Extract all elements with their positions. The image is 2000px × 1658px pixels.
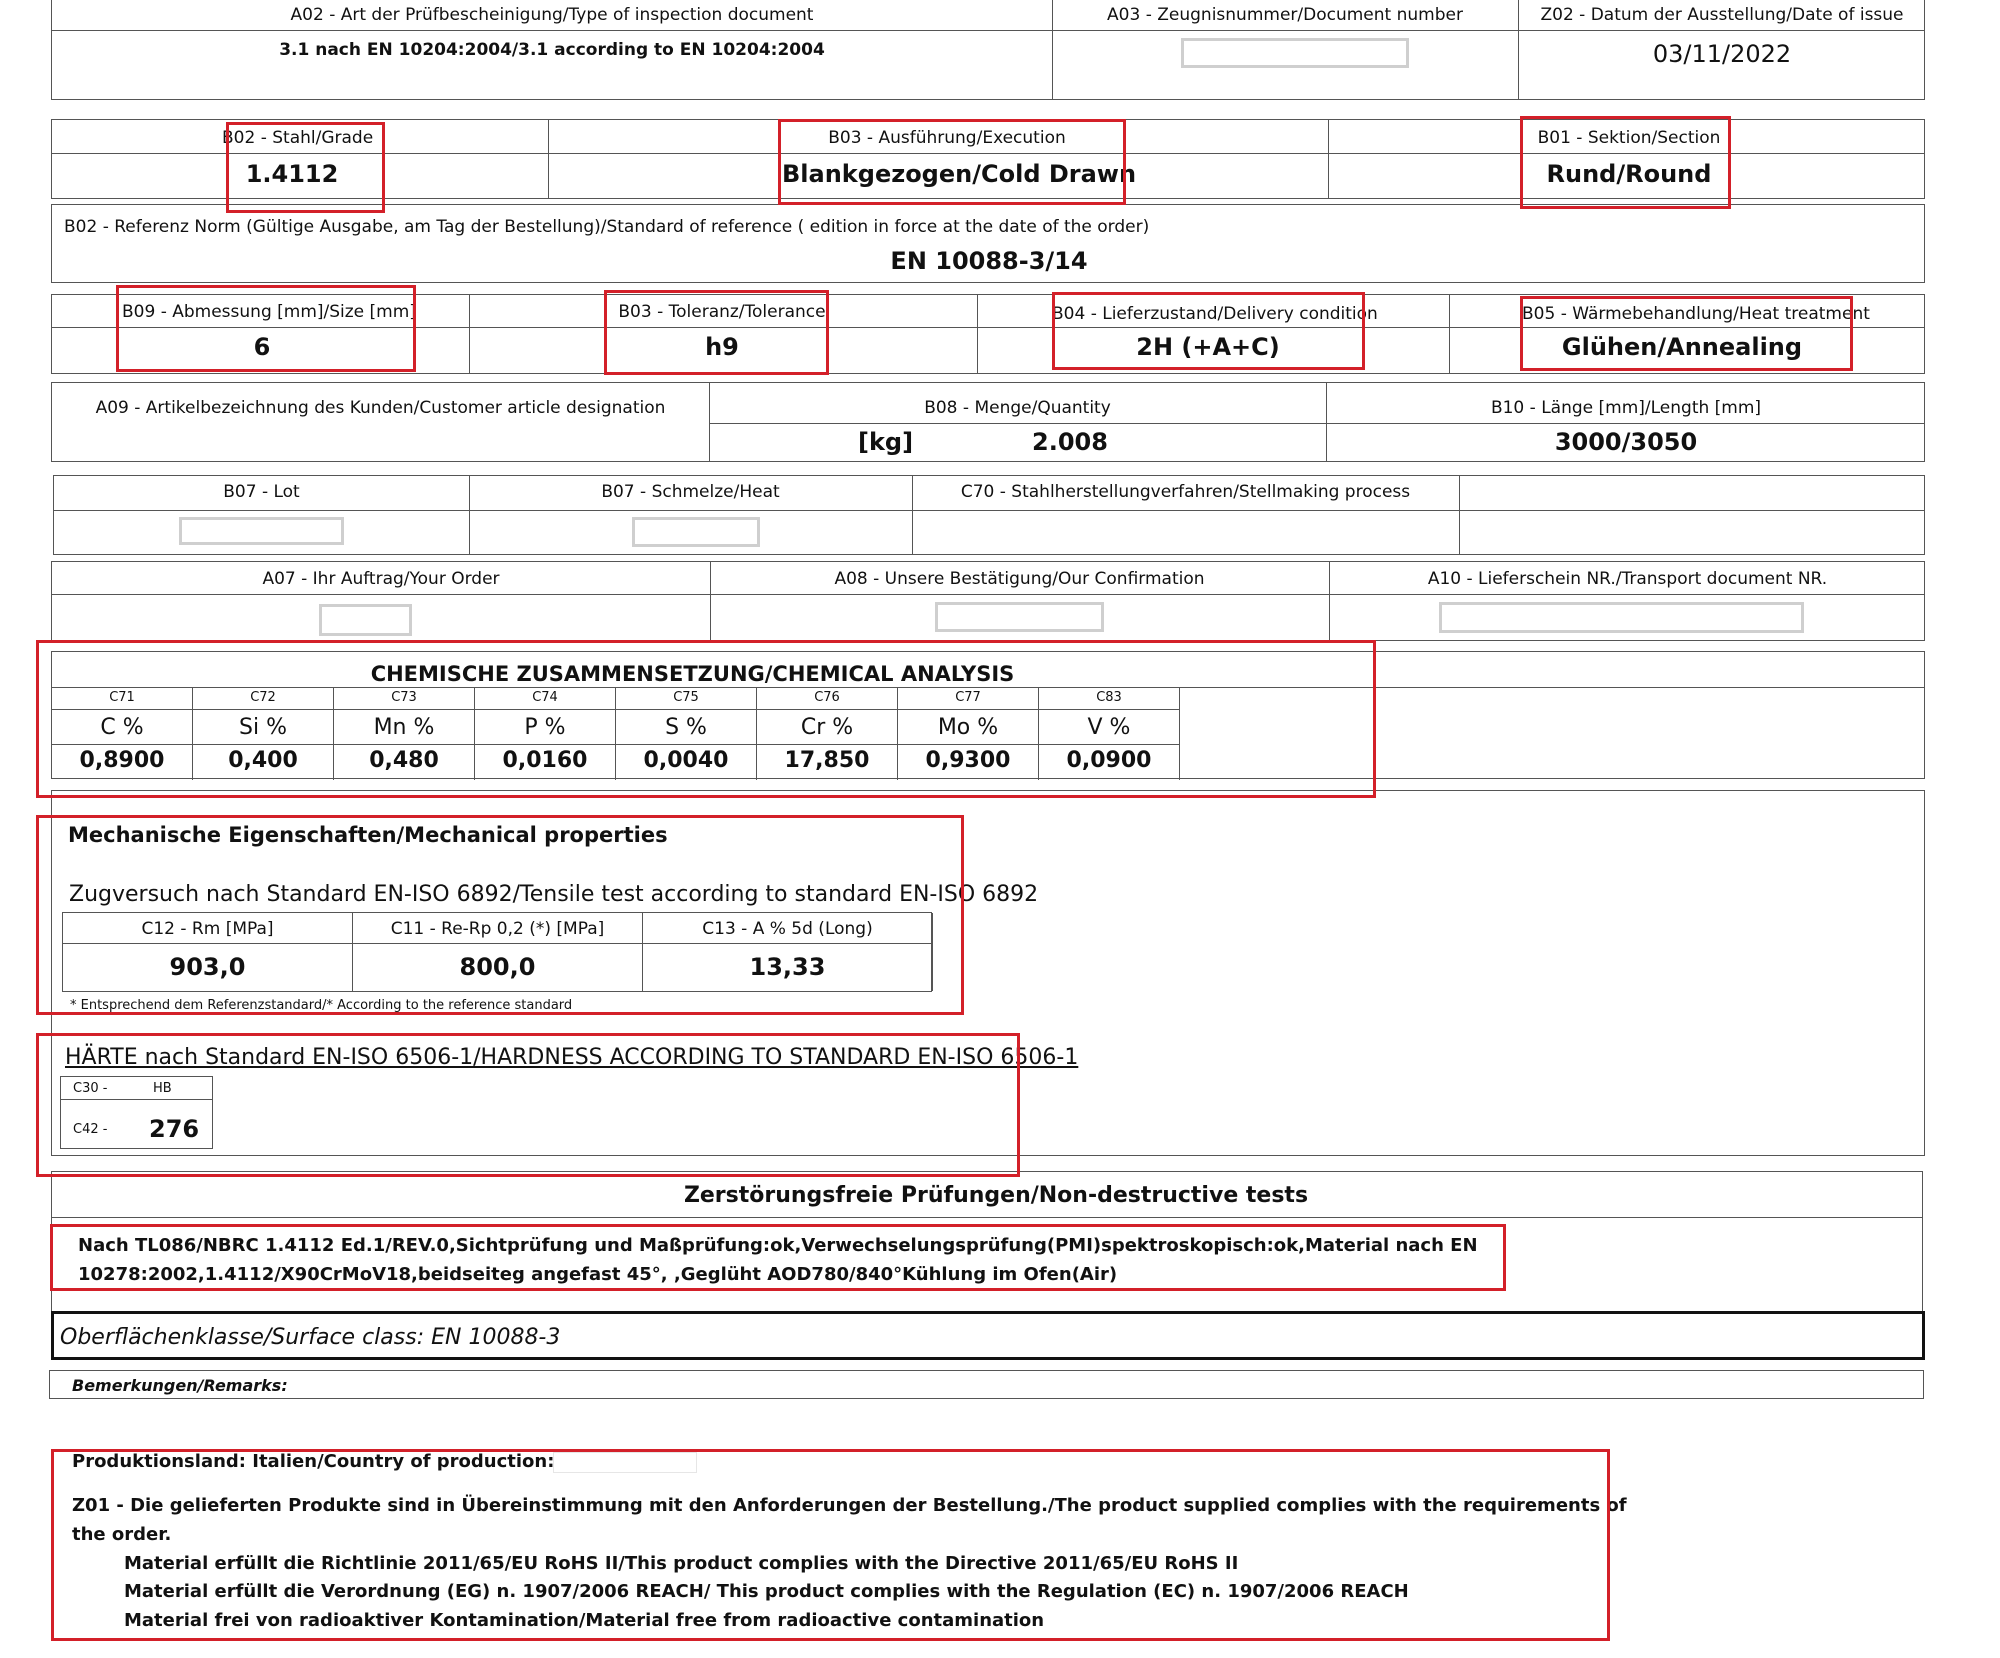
hardness-value: 276 [149,1115,200,1143]
a07-label: A07 - Ihr Auftrag/Your Order [262,569,500,589]
element-name: C % [100,715,144,740]
hardness-title: HÄRTE nach Standard EN-ISO 6506-1/HARDNESS ACCORDING TO STANDARD EN-ISO 6506-1 [65,1045,1079,1070]
a10-label: A10 - Lieferschein NR./Transport document NR. [1427,569,1828,589]
tensile-value: 13,33 [749,953,826,981]
b05-value: Glühen/Annealing [1561,333,1803,361]
z01-line1: Z01 - Die gelieferten Produkte sind in Übereinstimmung mit den Anforderungen der Bestellung./The product supplied complies with the requirements of [72,1495,1627,1516]
a09-label: A09 - Artikelbezeichnung des Kunden/Customer article designation [95,398,666,418]
b02-label: B02 - Stahl/Grade [222,128,374,148]
b09-label: B09 - Abmessung [mm]/Size [mm] [122,302,416,322]
heat-redacted [632,517,760,547]
b09-value: 6 [253,333,271,361]
element-name: Cr % [800,715,854,740]
remarks-label: Bemerkungen/Remarks: [72,1376,288,1395]
highlight-mechanical [36,815,964,1015]
highlight-hardness [36,1033,1020,1177]
element-value: 0,0040 [643,748,729,773]
element-name: S % [665,715,707,740]
norm-label: B02 - Referenz Norm (Gültige Ausgabe, am Tag der Bestellung)/Standard of reference ( edition in force at the date of the order) [64,217,1150,237]
order-table [51,561,1925,641]
tolerance-label: B03 - Toleranz/Tolerance [618,302,826,322]
highlight-heat-treatment [1520,296,1870,371]
element-value: 0,9300 [925,748,1011,773]
tolerance-value: h9 [705,333,739,361]
norm-table [51,204,1925,283]
highlight-tolerance [604,290,829,375]
element-value: 0,0160 [502,748,588,773]
element-name: Mo % [937,715,999,740]
lot-table [53,475,1925,555]
transport-redacted [1439,602,1804,633]
highlight-chemical [36,640,1376,798]
element-value: 0,400 [228,748,298,773]
ndt-line2: 10278:2002,1.4112/X90CrMoV18,beidseiteg angefast 45°, ,Geglüht AOD780/840°Kühlung im Ofen(Air) [78,1264,1118,1285]
element-name: Mn % [373,715,435,740]
confirmation-redacted [935,602,1104,632]
rohs-statement: Material erfüllt die Richtlinie 2011/65/EU RoHS II/This product complies with the Directive 2011/65/EU RoHS II [124,1553,1239,1574]
b05-label: B05 - Wärmebehandlung/Heat treatment [1522,304,1870,324]
b01-label: B01 - Sektion/Section [1537,128,1721,148]
element-code: C71 [109,690,135,705]
a02-value: 3.1 nach EN 10204:2004/3.1 according to EN 10204:2004 [279,40,825,60]
b10-value: 3000/3050 [1554,428,1698,456]
header-table [51,0,1925,100]
element-value: 0,8900 [79,748,165,773]
b03-value: Blankgezogen/Cold Drawn [782,160,1137,188]
tensile-value: 903,0 [169,953,246,981]
element-code: C76 [814,690,840,705]
radioactive-statement: Material frei von radioaktiver Kontamination/Material free from radioactive contamination [124,1610,1045,1631]
tensile-label: C12 - Rm [MPa] [141,919,274,939]
surface-class-box [51,1311,1925,1360]
article-table [51,382,1925,462]
chemical-title: CHEMISCHE ZUSAMMENSETZUNG/CHEMICAL ANALYSIS [370,662,1015,686]
c30-label: C30 - [73,1081,108,1096]
element-code: C74 [532,690,558,705]
c42-label: C42 - [73,1122,108,1137]
country-of-production: Produktionsland: Italien/Country of production: [72,1451,555,1472]
element-name: P % [524,715,566,740]
b01-value: Rund/Round [1546,160,1712,188]
b07-heat-label: B07 - Schmelze/Heat [601,482,780,502]
highlight-section [1520,116,1731,209]
mechanical-footnote: * Entsprechend dem Referenzstandard/* According to the reference standard [70,998,573,1013]
element-value: 17,850 [784,748,870,773]
reach-statement: Material erfüllt die Verordnung (EG) n. 1907/2006 REACH/ This product complies with the Regulation (EC) n. 1907/2006 REACH [124,1581,1409,1602]
a03-label: A03 - Zeugnisnummer/Document number [1107,5,1463,25]
z01-line2: the order. [72,1524,172,1545]
highlight-execution [778,119,1137,205]
remarks-box [49,1370,1924,1399]
highlight-size [116,285,416,372]
ndt-title: Zerstörungsfreie Prüfungen/Non-destructive tests [683,1183,1309,1208]
document-number-redacted [1181,38,1409,68]
z02-value: 03/11/2022 [1652,40,1792,68]
tensile-value: 800,0 [459,953,536,981]
highlight-delivery [1052,292,1378,370]
element-value: 0,480 [369,748,439,773]
b10-label: B10 - Länge [mm]/Length [mm] [1490,398,1762,418]
highlight-ndt [50,1224,1506,1291]
lot-redacted [179,517,344,545]
b04-label: B04 - Lieferzustand/Delivery condition [1052,304,1378,324]
a08-label: A08 - Unsere Bestätigung/Our Confirmation [834,569,1205,589]
element-name: V % [1087,715,1131,740]
element-name: Si % [239,715,287,740]
highlight-footer [51,1449,1610,1641]
b08-label: B08 - Menge/Quantity [924,398,1111,418]
c70-label: C70 - Stahlherstellungverfahren/Stellmaking process [960,482,1411,502]
tensile-label: C13 - A % 5d (Long) [702,919,873,939]
order-redacted [319,604,412,636]
b08-unit: [kg] [858,428,914,456]
mechanical-title: Mechanische Eigenschaften/Mechanical properties [68,823,668,847]
b07-lot-label: B07 - Lot [223,482,300,502]
ndt-line1: Nach TL086/NBRC 1.4112 Ed.1/REV.0,Sichtprüfung und Maßprüfung:ok,Verwechselungsprüfung(PMI)spektroskopisch:ok,Material nach EN [78,1235,1478,1256]
a02-label: A02 - Art der Prüfbescheinigung/Type of inspection document [290,5,814,25]
b03-label: B03 - Ausführung/Execution [828,128,1066,148]
norm-value: EN 10088-3/14 [890,247,1088,275]
b08-value: 2.008 [1032,428,1108,456]
element-code: C75 [673,690,699,705]
b04-value: 2H (+A+C) [1136,333,1280,361]
hb-label: HB [153,1081,172,1096]
element-code: C73 [391,690,417,705]
z02-label: Z02 - Datum der Ausstellung/Date of issue [1540,5,1904,25]
b02-value: 1.4112 [245,160,339,188]
highlight-grade [226,122,385,213]
mechanical-subtitle: Zugversuch nach Standard EN-ISO 6892/Tensile test according to standard EN-ISO 6892 [69,882,1039,907]
element-value: 0,0900 [1066,748,1152,773]
element-code: C77 [955,690,981,705]
element-code: C83 [1096,690,1122,705]
element-code: C72 [250,690,276,705]
surface-class: Oberflächenklasse/Surface class: EN 10088-3 [60,1325,561,1350]
tensile-label: C11 - Re-Rp 0,2 (*) [MPa] [390,919,605,939]
